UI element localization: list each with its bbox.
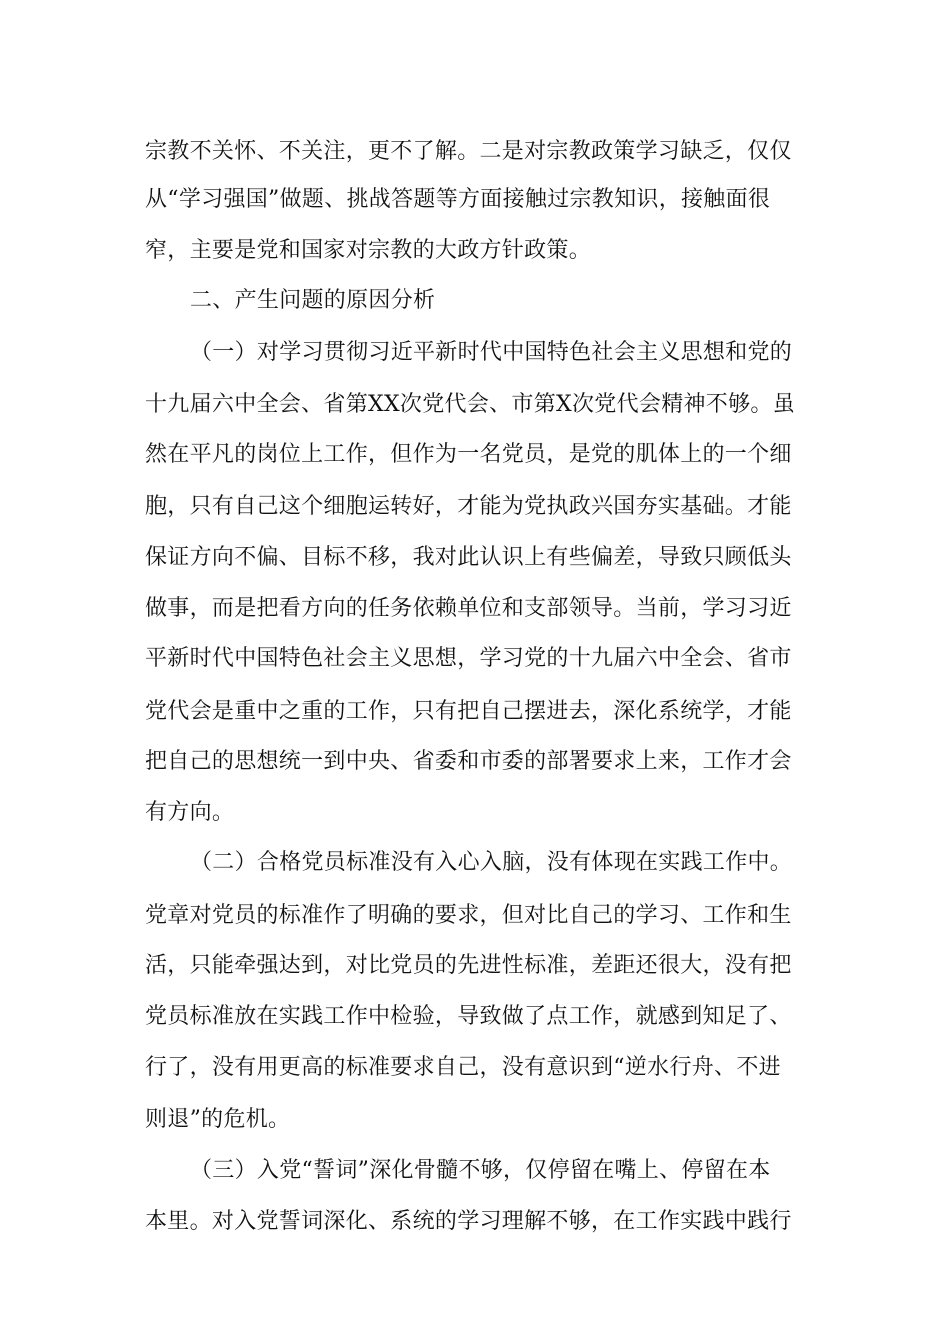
text-line: 行了，没有用更高的标准要求自己，没有意识到“逆水行舟、不进 — [145, 1055, 781, 1080]
text-line: 宗教不关怀、不关注，更不了解。二是对宗教政策学习缺乏，仅仅 — [145, 139, 792, 164]
text-line: 平新时代中国特色社会主义思想，学习党的十九届六中全会、省市 — [145, 646, 792, 671]
text-line: 党代会是重中之重的工作，只有把自己摆进去，深化系统学，才能 — [145, 699, 792, 724]
subsection-heading: （二）合格党员标准没有入心入脑，没有体现在实践工作中。 — [190, 850, 793, 875]
text-line: 活，只能牵强达到，对比党员的先进性标准，差距还很大，没有把 — [145, 953, 792, 978]
text-line: 胞，只有自己这个细胞运转好，才能为党执政兴国夯实基础。才能 — [145, 494, 792, 519]
subsection-heading: （一）对学习贯彻习近平新时代中国特色社会主义思想和党的 — [190, 340, 793, 365]
text-line: 十九届六中全会、省第XX次党代会、市第X次党代会精神不够。虽 — [145, 392, 795, 417]
text-line: 然在平凡的岗位上工作，但作为一名党员，是党的肌体上的一个细 — [145, 442, 792, 467]
text-line: 党员标准放在实践工作中检验，导致做了点工作，就感到知足了、 — [145, 1004, 792, 1029]
text-line: 做事，而是把看方向的任务依赖单位和支部领导。当前，学习习近 — [145, 596, 792, 621]
text-line: 把自己的思想统一到中央、省委和市委的部署要求上来，工作才会 — [145, 749, 792, 774]
section-heading: 二、产生问题的原因分析 — [190, 288, 436, 313]
text-line: 有方向。 — [145, 800, 235, 825]
text-line: 从“学习强国”做题、挑战答题等方面接触过宗教知识，接触面很 — [145, 187, 771, 212]
text-line: 则退”的危机。 — [145, 1107, 291, 1132]
subsection-heading: （三）入党“誓词”深化骨髓不够，仅停留在嘴上、停留在本 — [190, 1158, 771, 1183]
text-line: 保证方向不偏、目标不移，我对此认识上有些偏差，导致只顾低头 — [145, 545, 792, 570]
text-line: 党章对党员的标准作了明确的要求，但对比自己的学习、工作和生 — [145, 903, 792, 928]
text-line: 本里。对入党誓词深化、系统的学习理解不够，在工作实践中践行 — [145, 1209, 792, 1234]
text-line: 窄，主要是党和国家对宗教的大政方针政策。 — [145, 238, 592, 263]
